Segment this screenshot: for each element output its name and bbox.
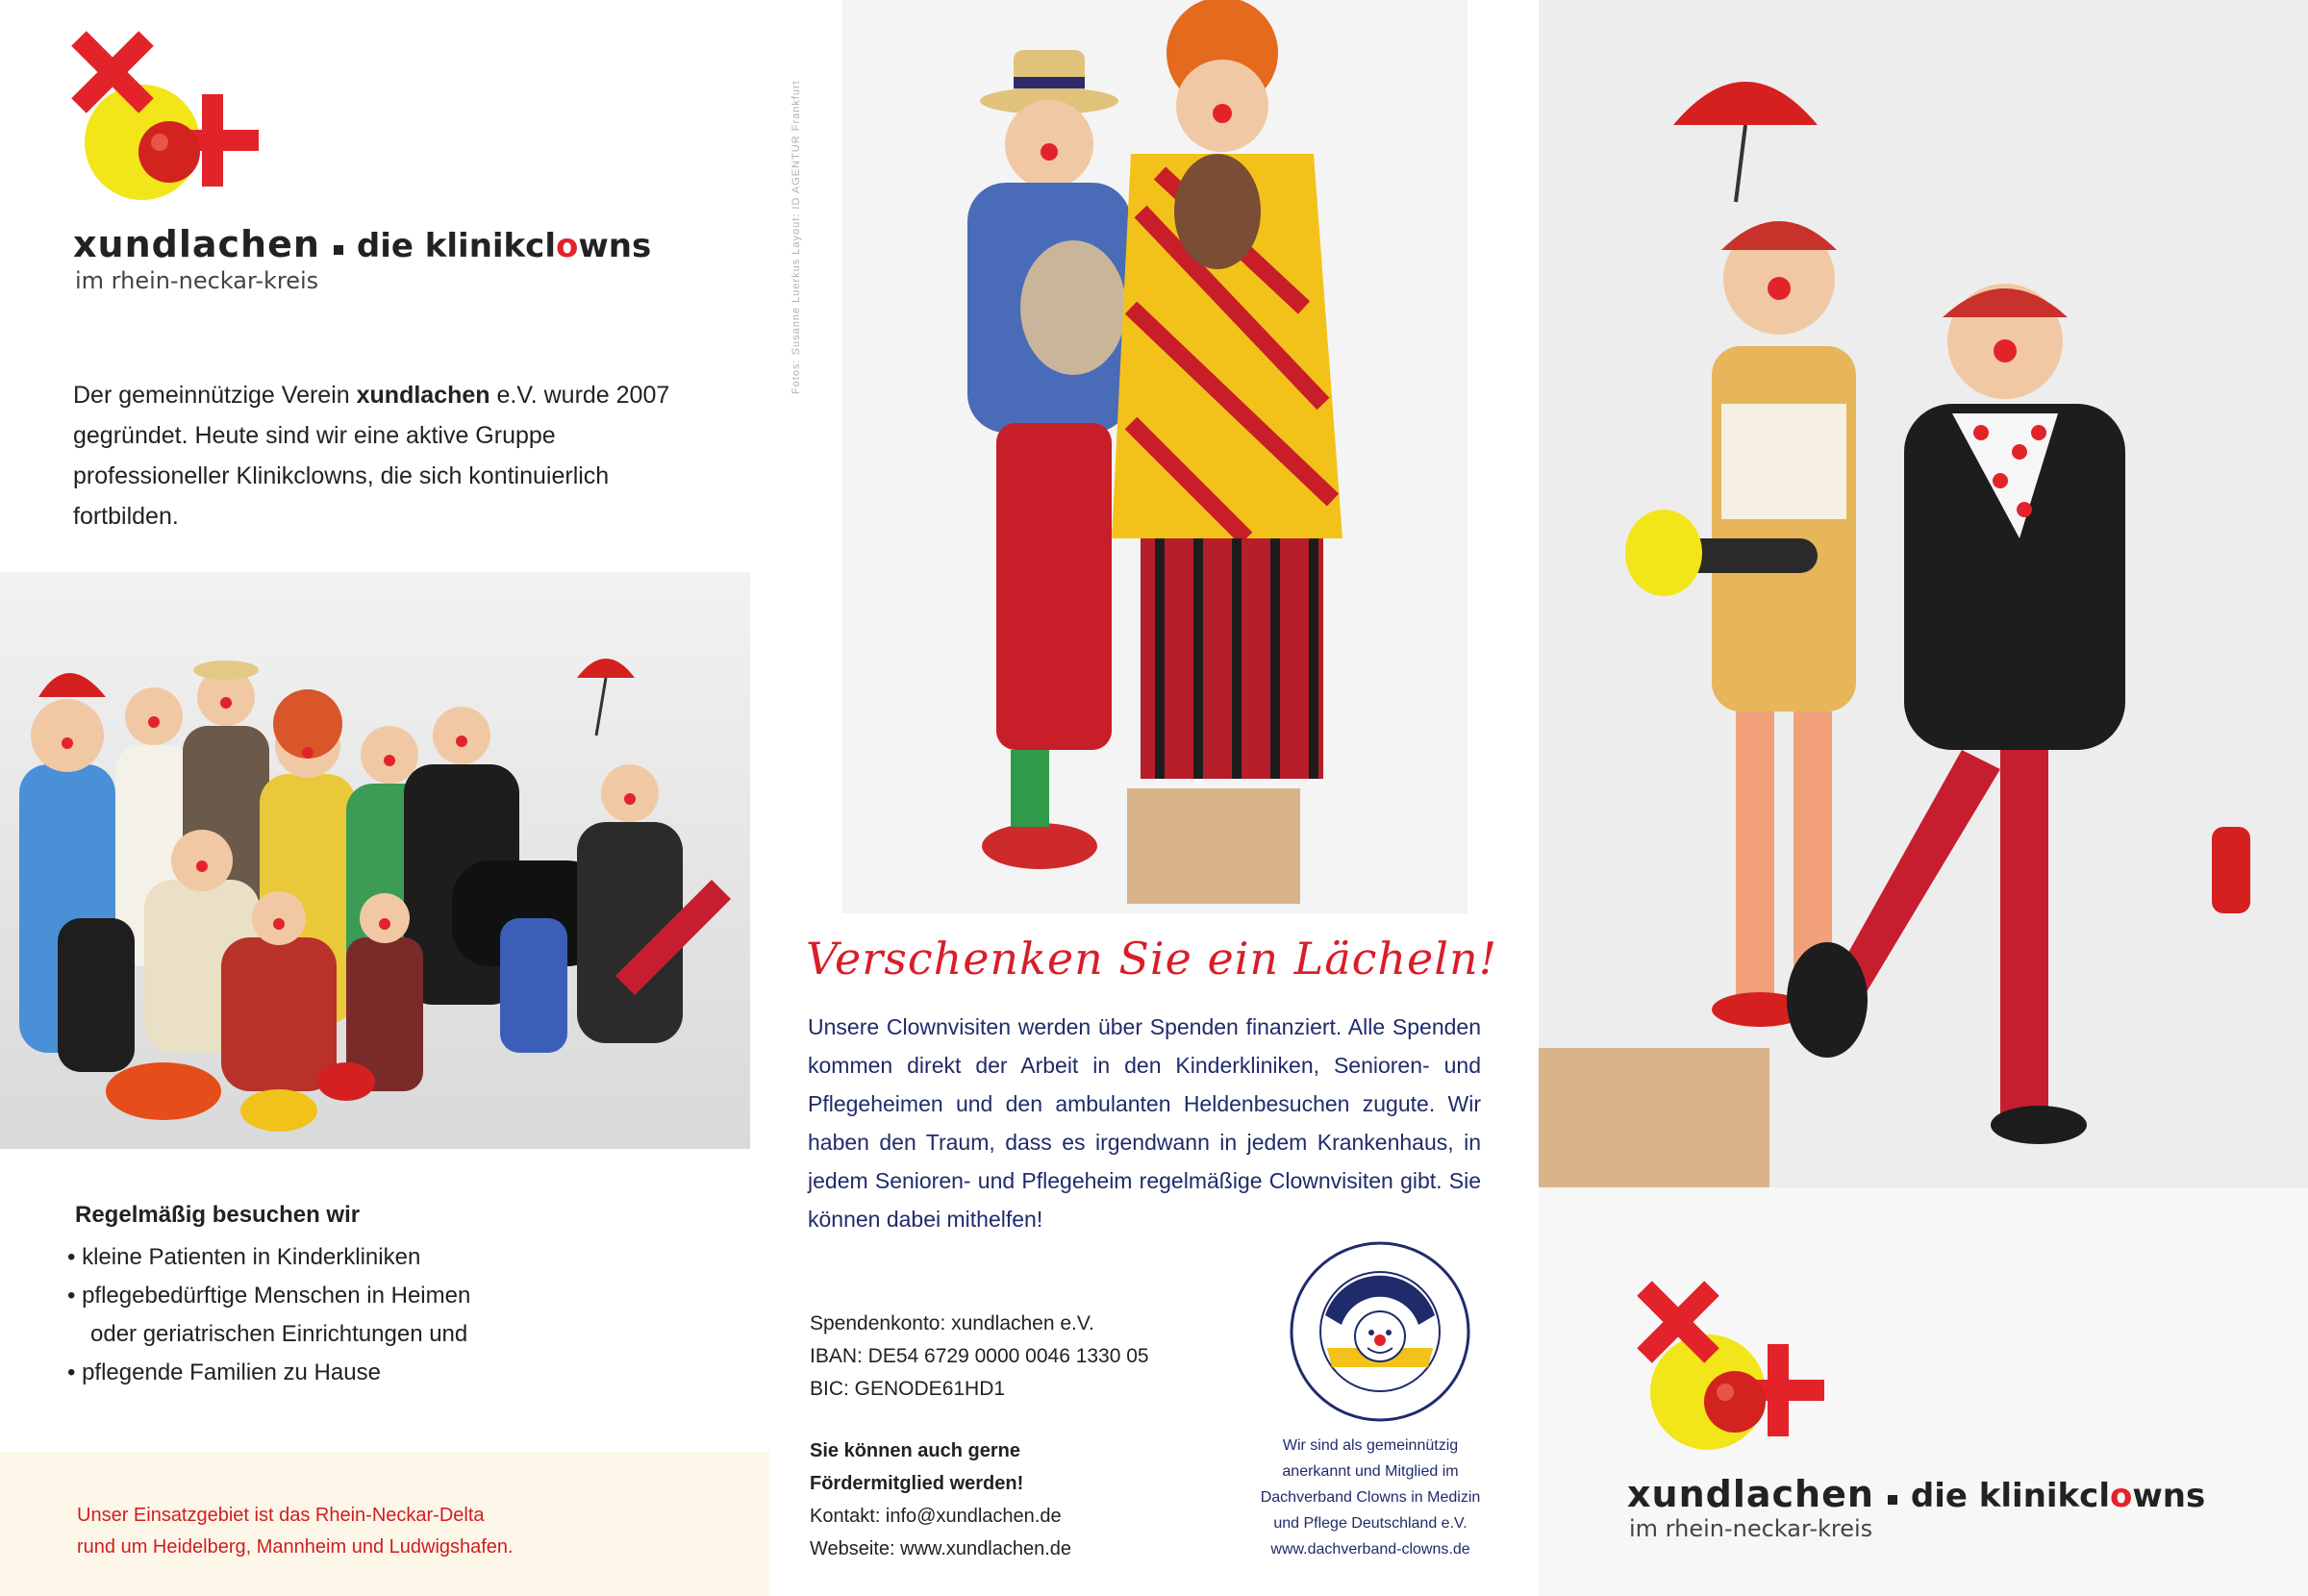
website-link[interactable]: Webseite: www.xundlachen.de: [810, 1538, 1072, 1559]
regular-visits-title: Regelmäßig besuchen wir: [75, 1202, 361, 1228]
middle-panel: [769, 0, 1539, 1596]
photo-credit: Fotos: Susanne Luerkus Layout: ID AGENTUR Frankfurt: [790, 80, 802, 394]
brand-region: im rhein-neckar-kreis: [1629, 1515, 1873, 1542]
bank-details: [810, 1308, 1149, 1406]
brand-subtitle: die klinikclowns: [1910, 1477, 2206, 1515]
bic: BIC: GENODE61HD1: [810, 1378, 1006, 1400]
donation-text: Unsere Clownvisiten werden über Spenden finanziert. Alle Spenden kommen direkt der Arbeit in den Kinderkliniken, Senioren- und Pflegeheimen und den ambulanten Heldenbesuchen zugute. Wir haben den Traum, dass es irgendwann in jedem Krankenhaus, in jedem Senioren- und Pflegeheim regelmäßige Clownvisiten gibt. Sie können dabei mithelfen!: [808, 1014, 1481, 1232]
two-clowns-photo: [842, 0, 1468, 913]
list-item: • pflegebedürftige Menschen in Heimen oder geriatrischen Einrichtungen und: [67, 1277, 470, 1354]
bank-account: Spendenkonto: xundlachen e.V.: [810, 1312, 1094, 1334]
clowns-umbrella-photo: [1539, 0, 2308, 1187]
service-area-text: Unser Einsatzgebiet ist das Rhein-Neckar-Delta rund um Heidelberg, Mannheim und Ludwigshafen.: [77, 1505, 514, 1558]
regular-visits-list: [67, 1238, 470, 1392]
group-clowns-photo: [0, 572, 750, 1149]
brand-line: [1627, 1473, 2205, 1515]
intro-text: Der gemeinnützige Verein xundlachen e.V. wurde 2007 gegründet. Heute sind wir eine aktive Gruppe professioneller Klinikclowns, die sich kontinuierlich fortbilden.: [73, 382, 670, 530]
slogan-heading: Verschenken Sie ein Lächeln!: [806, 933, 1498, 985]
brand-subtitle: die klinikclowns: [356, 227, 652, 265]
xundlachen-logo: [58, 29, 288, 221]
brand-separator: [334, 245, 343, 255]
brand-line: [73, 223, 651, 265]
membership-block: Sie können auch gerne Fördermitglied werden! Kontakt: info@xundlachen.de Webseite: www.xundlachen.de: [810, 1434, 1071, 1565]
list-item: • kleine Patienten in Kinderkliniken: [67, 1238, 470, 1277]
association-website[interactable]: www.dachverband-clowns.de: [1270, 1541, 1470, 1558]
list-item: • pflegende Familien zu Hause: [67, 1354, 470, 1392]
association-info: Wir sind als gemeinnützig anerkannt und Mitglied im Dachverband Clowns in Medizin und Pflege Deutschland e.V. www.dachverband-clowns.de: [1221, 1433, 1519, 1562]
brand-name: xundlachen: [1627, 1473, 1874, 1515]
brand-name: xundlachen: [73, 223, 320, 265]
brand-separator: [1888, 1495, 1897, 1505]
iban: IBAN: DE54 6729 0000 0046 1330 05: [810, 1345, 1149, 1367]
quality-seal-icon: [1289, 1240, 1471, 1423]
brand-region: im rhein-neckar-kreis: [75, 267, 319, 294]
contact-email[interactable]: Kontakt: info@xundlachen.de: [810, 1506, 1062, 1527]
left-panel: [0, 0, 769, 1596]
right-panel: [1539, 0, 2308, 1596]
xundlachen-logo: [1623, 1279, 1854, 1471]
